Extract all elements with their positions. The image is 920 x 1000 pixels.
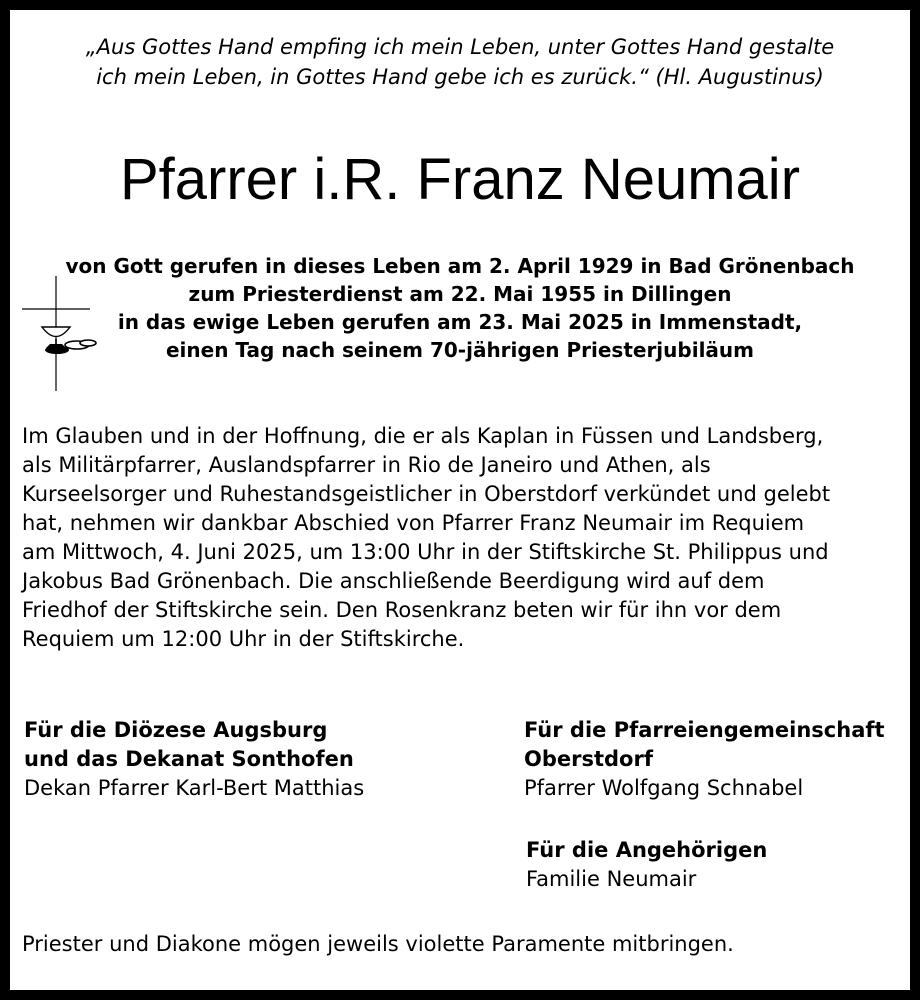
signatory-heading: und das Dekanat Sonthofen	[24, 747, 354, 771]
signatory-heading: Für die Pfarreiengemeinschaft	[524, 718, 885, 742]
dates-line: von Gott gerufen in dieses Leben am 2. April 1929 in Bad Grönenbach	[65, 254, 855, 278]
dates-line: in das ewige Leben gerufen am 23. Mai 2025 in Immenstadt,	[117, 310, 803, 334]
body-line: am Mittwoch, 4. Juni 2025, um 13:00 Uhr in der Stiftskirche St. Philippus und	[22, 540, 829, 564]
dates-line: einen Tag nach seinem 70-jährigen Priesterjubiläum	[165, 338, 755, 362]
body-line: hat, nehmen wir dankbar Abschied von Pfarrer Franz Neumair im Requiem	[22, 511, 805, 535]
signatory-heading: Für die Angehörigen	[526, 838, 768, 862]
signatory-person: Familie Neumair	[526, 867, 697, 891]
quote-line: „Aus Gottes Hand empfing ich mein Leben, unter Gottes Hand gestalte	[85, 35, 835, 59]
body-line: als Militärpfarrer, Auslandspfarrer in Rio de Janeiro und Athen, als	[22, 453, 711, 477]
body-line: Requiem um 12:00 Uhr in der Stiftskirche.	[22, 627, 465, 651]
dates-line: zum Priesterdienst am 22. Mai 1955 in Dillingen	[188, 282, 732, 306]
body-line: Im Glauben und in der Hoffnung, die er als Kaplan in Füssen und Landsberg,	[22, 424, 824, 448]
obituary-body	[22, 422, 902, 654]
signatory-person: Pfarrer Wolfgang Schnabel	[524, 776, 804, 800]
body-line: Jakobus Bad Grönenbach. Die anschließende Beerdigung wird auf dem	[22, 569, 765, 593]
vestment-note: Priester und Diakone mögen jeweils violette Paramente mitbringen.	[22, 932, 734, 956]
signatory-parish	[524, 716, 885, 803]
signatory-diocese	[24, 716, 364, 803]
signatory-person: Dekan Pfarrer Karl-Bert Matthias	[24, 776, 365, 800]
quote-line: ich mein Leben, in Gottes Hand gebe ich es zurück.“ (Hl. Augustinus)	[96, 65, 824, 89]
life-dates	[20, 252, 900, 364]
body-line: Kurseelsorger und Ruhestandsgeistlicher in Oberstdorf verkündet und gelebt	[22, 482, 831, 506]
augustine-quote	[20, 32, 900, 92]
signatory-heading: Für die Diözese Augsburg	[24, 718, 328, 742]
body-line: Friedhof der Stiftskirche sein. Den Rosenkranz beten wir für ihn vor dem	[22, 598, 782, 622]
deceased-name: Pfarrer i.R. Franz Neumair	[119, 147, 801, 212]
signatory-family	[526, 836, 767, 894]
signatory-heading: Oberstdorf	[524, 747, 653, 771]
